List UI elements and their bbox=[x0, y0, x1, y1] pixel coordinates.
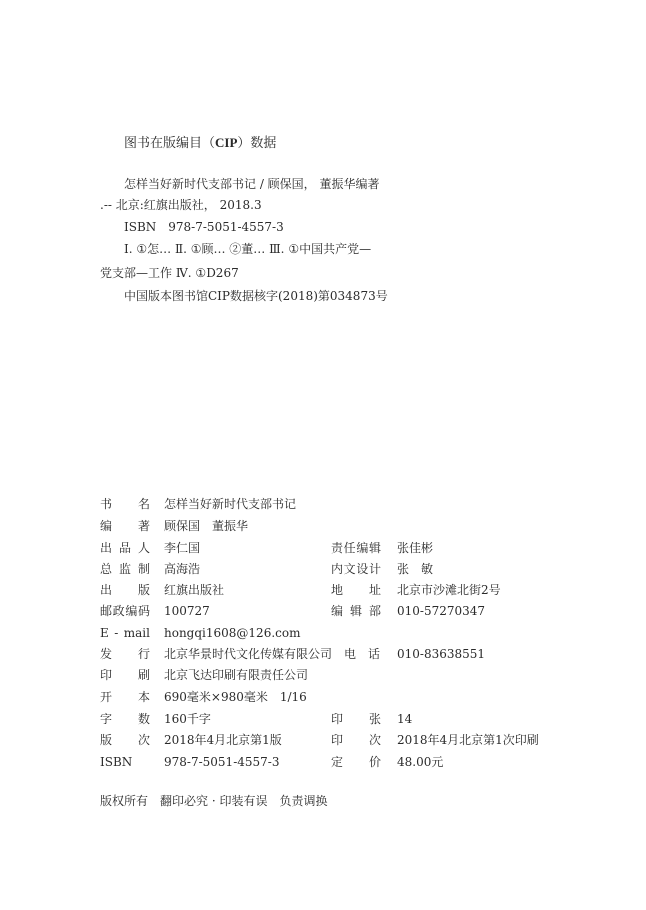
label-isbn: ISBN bbox=[100, 755, 133, 769]
copyright-notice: 版权所有 翻印必究 · 印装有误 负责调换 bbox=[100, 794, 328, 808]
label-producer: 出 品 人 bbox=[100, 541, 150, 555]
value-phone: 010-83638551 bbox=[397, 647, 486, 661]
cip-line-1: 怎样当好新时代支部书记 / 顾保国， 董振华编著 bbox=[124, 177, 380, 191]
label-printer: 印 刷 bbox=[100, 668, 150, 682]
value-supervisor: 高海浩 bbox=[164, 562, 201, 576]
cip-title-prefix: 图书在版编目（ bbox=[124, 136, 216, 151]
label-words: 字 数 bbox=[100, 712, 150, 726]
label-impression: 印 次 bbox=[331, 733, 381, 747]
value-sheets: 14 bbox=[397, 712, 413, 726]
label-distributor: 发 行 bbox=[100, 647, 150, 661]
value-isbn: 978-7-5051-4557-3 bbox=[164, 755, 280, 769]
value-distributor: 北京华景时代文化传媒有限公司 bbox=[164, 647, 333, 661]
value-address: 北京市沙滩北街2号 bbox=[397, 583, 501, 597]
label-phone: 电 话 bbox=[344, 647, 380, 661]
label-designer: 内 文 设 计 bbox=[331, 562, 381, 576]
value-publisher: 红旗出版社 bbox=[164, 583, 225, 597]
value-impression: 2018年4月北京第1次印刷 bbox=[397, 733, 539, 747]
value-email: hongqi1608@126.com bbox=[164, 626, 301, 640]
label-authors: 编 著 bbox=[100, 519, 150, 533]
value-edition: 2018年4月北京第1版 bbox=[164, 733, 282, 747]
cip-title-suffix: ）数据 bbox=[237, 136, 277, 151]
label-email: E - mail bbox=[100, 626, 150, 640]
label-format: 开 本 bbox=[100, 690, 150, 704]
cip-line-record-number: 中国版本图书馆CIP数据核字(2018)第034873号 bbox=[124, 289, 388, 303]
label-price: 定 价 bbox=[331, 755, 381, 769]
label-publisher: 出 版 bbox=[100, 583, 150, 597]
label-address: 地 址 bbox=[331, 583, 381, 597]
cip-line-classification-cont: 党支部—工作 Ⅳ. ①D267 bbox=[100, 266, 239, 280]
cip-title bbox=[124, 136, 276, 151]
value-price: 48.00元 bbox=[397, 755, 444, 769]
value-words: 160千字 bbox=[164, 712, 211, 726]
label-edition: 版 次 bbox=[100, 733, 150, 747]
value-designer: 张 敏 bbox=[397, 562, 434, 576]
value-postcode: 100727 bbox=[164, 604, 210, 618]
label-editorial: 编 辑 部 bbox=[331, 604, 381, 618]
label-postcode: 邮 政 编 码 bbox=[100, 604, 150, 618]
label-book-name: 书 名 bbox=[100, 497, 150, 511]
value-printer: 北京飞达印刷有限责任公司 bbox=[164, 668, 309, 682]
value-authors: 顾保国 董振华 bbox=[164, 519, 249, 533]
label-supervisor: 总 监 制 bbox=[100, 562, 150, 576]
label-sheets: 印 张 bbox=[331, 712, 381, 726]
value-format: 690毫米×980毫米 1/16 bbox=[164, 690, 307, 704]
value-editorial-phone: 010-57270347 bbox=[397, 604, 486, 618]
value-book-name: 怎样当好新时代支部书记 bbox=[164, 497, 297, 511]
cip-line-isbn: ISBN 978-7-5051-4557-3 bbox=[124, 220, 284, 234]
cip-line-classification: Ⅰ. ①怎… Ⅱ. ①顾… ②董… Ⅲ. ①中国共产党— bbox=[124, 242, 372, 256]
value-producer: 李仁国 bbox=[164, 541, 201, 555]
value-editor: 张佳彬 bbox=[397, 541, 434, 555]
cip-title-cip: CIP bbox=[215, 135, 238, 150]
cip-line-2: .-- 北京:红旗出版社， 2018.3 bbox=[100, 198, 262, 212]
label-editor: 责 任 编 辑 bbox=[331, 541, 381, 555]
